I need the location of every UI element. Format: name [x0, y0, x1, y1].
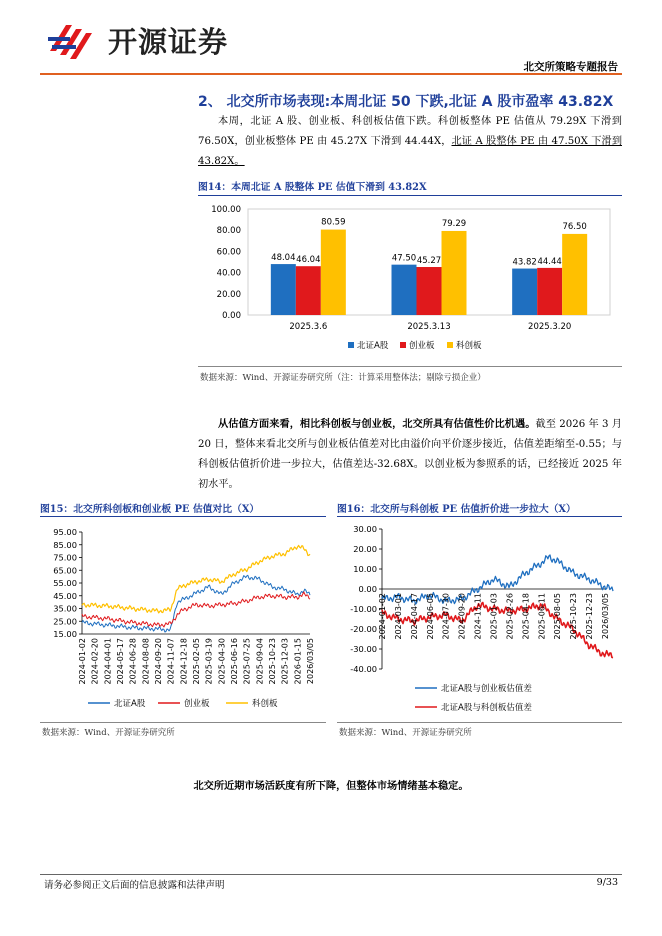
fig16-source: 数据来源：Wind、开源证券研究所: [339, 728, 472, 738]
fig14-bar: [512, 269, 537, 315]
fig15-x-tick-label: 2024-08-08: [141, 638, 151, 685]
fig16-x-tick-label: 2025-10-23: [569, 593, 579, 640]
fig15-x-tick-label: 2024-01-02: [78, 638, 87, 685]
fig16-x-tick-label: 2024-11-11: [473, 593, 483, 640]
fig14-y-tick-label: 40.00: [216, 268, 241, 279]
section-title: 2、 北交所市场表现:本周北证 50 下跌,北证 A 股市盈率 43.82X: [198, 94, 614, 110]
header-divider: [40, 73, 622, 75]
kaiyuan-logo-icon: [48, 21, 98, 61]
fig16-y-tick-label: 0.00: [358, 584, 377, 594]
fig15-x-tick-label: 2025-04-30: [217, 638, 227, 685]
fig14-bar: [442, 231, 467, 315]
fig14-y-tick-label: 60.00: [216, 247, 241, 258]
page-number: 9/33: [596, 877, 618, 888]
fig16-source-rule: [337, 722, 622, 723]
fig14-legend-swatch: [348, 342, 354, 348]
fig15-y-tick-label: 35.00: [53, 603, 77, 614]
fig14-bar: [321, 230, 346, 315]
fig14-bar: [271, 264, 296, 315]
fig14-title: 图14：本周北证 A 股整体 PE 估值下滑到 43.82X: [198, 182, 427, 193]
fig16-rule: [337, 516, 622, 517]
fig14-value-label: 76.50: [562, 221, 587, 232]
fig15-x-tick-label: 2025-06-16: [230, 638, 239, 685]
fig14-source-rule: [198, 366, 622, 367]
fig15-source-rule: [40, 722, 326, 723]
fig15-y-tick-label: 75.00: [53, 552, 77, 563]
fig15-y-tick-label: 55.00: [53, 578, 77, 588]
fig14-x-tick-label: 2025.3.6: [289, 322, 328, 332]
fig15-rule: [40, 516, 326, 517]
fig15-series-line: [82, 592, 310, 627]
paragraph-2-text: 截至 2026 年 3 月 20 日，整体来看北交所与创业板估值差对比由溢价向平价逐步接近，估值差距缩至-0.55；与科创板估值折价进一步拉大，估值差达-32.68X。以创业板为参照系的话，已经接近 2025 年初水平。: [198, 419, 622, 490]
report-type: 北交所策略专题报告: [523, 61, 618, 73]
fig16-x-tick-label: 2025-01-03: [489, 593, 499, 640]
paragraph-2-bold: 从估值方面来看，相比科创板与创业板，北交所具有估值性价比机遇。: [218, 418, 536, 430]
fig15-y-tick-label: 95.00: [53, 527, 77, 537]
fig14-legend-swatch: [400, 342, 406, 348]
fig14-bar: [417, 267, 442, 315]
fig14-value-label: 79.29: [441, 218, 467, 229]
fig16-x-tick-label: 2025-06-11: [537, 593, 547, 640]
fig16-title: 图16：北交所与科创板 PE 估值折价进一步拉大（X）: [337, 504, 576, 515]
fig16-y-tick-label: 20.00: [353, 544, 377, 554]
fig16-x-tick-label: 2026/03/05: [601, 593, 610, 640]
fig15-y-tick-label: 15.00: [53, 629, 77, 639]
fig15-x-tick-label: 2024-11-07: [166, 638, 176, 685]
fig15-x-tick-label: 2026/03/05: [306, 638, 315, 685]
paragraph-1: [198, 112, 622, 172]
fig14-legend-swatch: [447, 342, 453, 348]
fig15-x-tick-label: 2024-12-18: [179, 638, 189, 685]
paragraph-2: [198, 414, 622, 495]
fig14-bar: [392, 265, 417, 315]
fig15-legend-label: 科创板: [252, 699, 278, 709]
fig16-line-chart: [337, 520, 622, 720]
footer-divider: [40, 874, 622, 875]
fig14-bar: [296, 266, 321, 315]
fig16-x-tick-label: 2024-03-01: [393, 593, 403, 640]
fig14-bar: [537, 268, 562, 315]
fig14-value-label: 44.44: [537, 256, 562, 267]
fig14-bar-chart: [198, 198, 622, 363]
fig15-x-tick-label: 2026-01-15: [293, 638, 303, 685]
fig16-x-tick-label: 2025-02-26: [505, 593, 515, 640]
fig14-x-tick-label: 2025.3.13: [407, 322, 451, 332]
fig16-x-tick-label: 2025-04-18: [521, 593, 531, 640]
fig14-legend-label: 创业板: [409, 341, 435, 351]
fig15-x-tick-label: 2025-09-04: [255, 638, 265, 685]
fig14-value-label: 48.04: [271, 253, 296, 264]
fig15-x-tick-label: 2024-09-20: [154, 638, 163, 685]
paragraph-1-text: 本周，北证 A 股、创业板、科创板估值下跌。科创板整体 PE 估值从 79.29X 下滑到 76.50X，创业板整体 PE 由 45.27X 下滑到 44.44X，: [198, 116, 622, 147]
fig14-value-label: 43.82: [512, 257, 537, 268]
fig14-rule: [198, 195, 622, 196]
fig14-source: 数据来源：Wind、开源证券研究所（注：计算采用整体法；剔除亏损企业）: [200, 373, 486, 383]
fig15-x-tick-label: 2025-12-03: [280, 638, 290, 685]
fig16-x-tick-label: 2025-12-23: [585, 593, 595, 640]
fig16-x-tick-label: 2024-06-05: [425, 593, 435, 640]
brand-name: 开源证券: [108, 25, 229, 59]
fig15-x-tick-label: 2024-04-01: [103, 638, 113, 685]
fig16-y-tick-label: -20.00: [350, 624, 377, 634]
fig14-value-label: 45.27: [416, 256, 442, 267]
fig16-x-tick-label: 2025-08-05: [553, 593, 563, 640]
fig15-y-tick-label: 45.00: [53, 590, 77, 601]
fig16-x-tick-label: 2024-01-02: [378, 593, 387, 640]
fig15-x-tick-label: 2025-07-25: [242, 638, 252, 685]
fig15-x-tick-label: 2025-10-23: [268, 638, 277, 685]
fig14-x-tick-label: 2025.3.20: [528, 322, 572, 332]
fig15-legend-label: 创业板: [184, 699, 210, 709]
fig16-x-tick-label: 2024-04-17: [409, 593, 419, 640]
fig15-y-tick-label: 25.00: [53, 616, 77, 627]
fig15-source: 数据来源：Wind、开源证券研究所: [42, 728, 175, 738]
fig15-x-tick-label: 2025-03-19: [204, 638, 214, 685]
fig15-x-tick-label: 2024-02-20: [90, 638, 100, 685]
fig15-y-tick-label: 85.00: [53, 539, 77, 550]
fig16-y-tick-label: -30.00: [350, 644, 377, 654]
fig16-y-tick-label: -10.00: [350, 604, 377, 614]
footer-disclaimer: 请务必参阅正文后面的信息披露和法律声明: [44, 880, 225, 891]
fig15-x-tick-label: 2024-06-28: [128, 638, 138, 685]
fig16-legend-label: 北证A股与创业板估值差: [441, 684, 532, 694]
fig14-value-label: 46.04: [296, 255, 321, 266]
fig14-legend-label: 科创板: [456, 341, 482, 351]
fig16-x-tick-label: 2024-07-30: [441, 593, 451, 640]
fig14-y-tick-label: 100.00: [211, 205, 241, 215]
fig14-y-tick-label: 20.00: [216, 289, 241, 300]
fig14-y-tick-label: 80.00: [216, 226, 241, 237]
fig14-value-label: 47.50: [391, 253, 417, 264]
fig14-y-tick-label: 0.00: [222, 311, 241, 321]
fig16-y-tick-label: -40.00: [350, 664, 377, 674]
fig15-title: 图15：北交所科创板和创业板 PE 估值对比（X）: [40, 504, 260, 515]
fig16-y-tick-label: 10.00: [353, 564, 377, 574]
fig14-value-label: 80.59: [321, 217, 346, 228]
fig14-legend-label: 北证A股: [357, 341, 389, 351]
fig15-x-tick-label: 2025-02-05: [192, 638, 201, 685]
conclusion-text: 北交所近期市场活跃度有所下降，但整体市场情绪基本稳定。: [193, 780, 469, 792]
fig16-y-tick-label: 30.00: [353, 524, 377, 534]
fig16-x-tick-label: 2024-09-20: [457, 593, 467, 640]
fig15-y-tick-label: 65.00: [53, 565, 77, 576]
fig14-bar: [562, 234, 587, 315]
fig15-line-chart: [40, 520, 326, 720]
fig16-legend-label: 北证A股与科创板估值差: [441, 703, 532, 713]
fig15-legend-label: 北证A股: [114, 699, 146, 709]
fig15-x-tick-label: 2024-05-17: [116, 638, 125, 685]
paragraph-1-underlined: 北证 A 股整体 PE 由 47.50X 下滑到 43.82X。: [198, 136, 623, 167]
